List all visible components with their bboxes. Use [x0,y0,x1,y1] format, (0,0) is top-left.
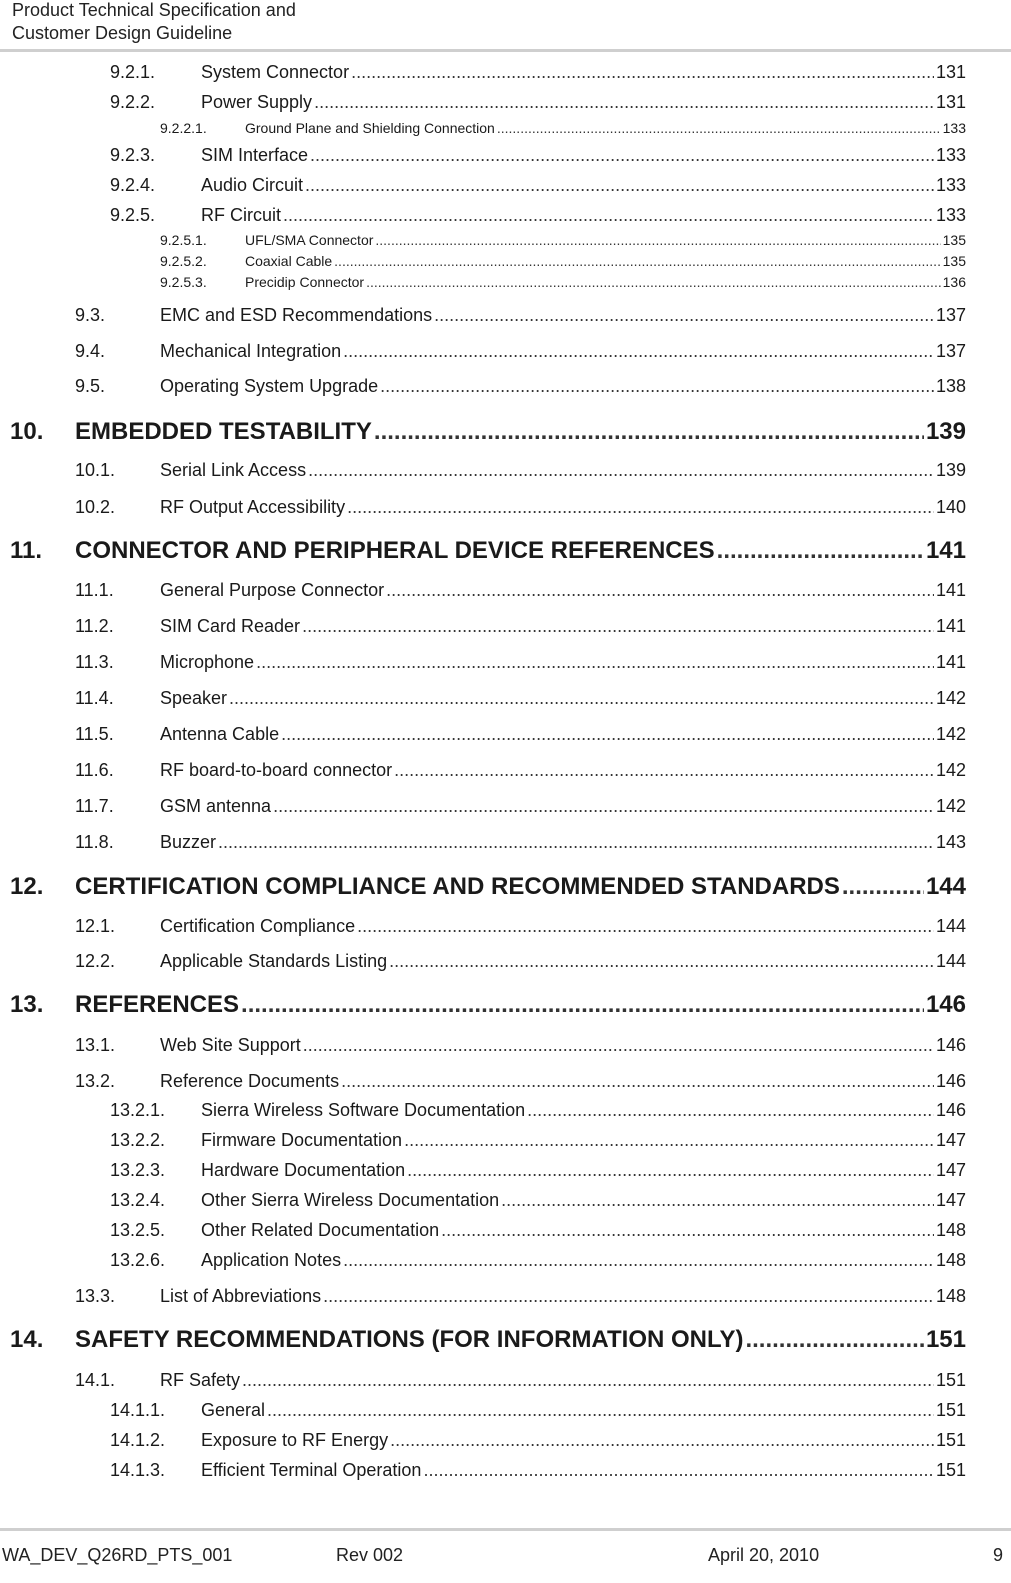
toc-entry[interactable] [110,1130,966,1151]
toc-entry[interactable] [110,1250,966,1271]
toc-entry-title[interactable]: Speaker [160,688,228,708]
toc-entry-number: 14.1. [75,1370,116,1390]
toc-entry-page: 135 [942,232,966,248]
toc-dot-leader [374,418,924,446]
toc-entry-title[interactable]: CERTIFICATION COMPLIANCE AND RECOMMENDED STANDARDS [75,873,840,900]
toc-entry-number: 12.2. [75,951,116,971]
toc-entry-title[interactable]: GSM antenna [160,796,272,816]
toc-entry[interactable] [75,1035,966,1056]
toc-dot-leader [407,1160,934,1181]
toc-entry-title[interactable]: Serial Link Access [160,460,307,480]
toc-entry-number: 11.3. [75,652,114,672]
toc-entry-page: 141 [925,537,966,564]
toc-dot-leader [273,796,934,817]
toc-entry[interactable] [110,1220,966,1241]
toc-dot-leader [302,616,934,637]
toc-dot-leader [241,991,924,1019]
toc-entry-title[interactable]: EMBEDDED TESTABILITY [75,418,372,445]
toc-entry-number: 13.1. [75,1035,116,1055]
toc-entry-page: 131 [935,92,966,112]
toc-entry-page: 146 [925,991,966,1018]
toc-entry[interactable] [75,1071,966,1092]
toc-entry-title[interactable]: Operating System Upgrade [160,376,379,396]
toc-dot-leader [334,253,940,269]
toc-entry[interactable] [110,1430,966,1451]
toc-entry-number: 11.2. [75,616,114,636]
toc-entry-title[interactable]: Power Supply [201,92,313,112]
toc-entry-page: 142 [935,688,966,708]
toc-entry-page: 148 [935,1220,966,1240]
toc-entry-title[interactable]: Applicable Standards Listing [160,951,388,971]
toc-entry[interactable] [75,305,966,326]
toc-entry-page: 144 [935,916,966,936]
toc-entry-title[interactable]: Application Notes [201,1250,342,1270]
toc-entry-title[interactable]: Exposure to RF Energy [201,1430,389,1450]
header-title-line-1: Product Technical Specification and [12,0,296,20]
toc-entry-number: 13.3. [75,1286,116,1306]
toc-dot-leader [386,580,934,601]
toc-dot-leader [423,1460,934,1481]
toc-entry-number: 11. [10,537,43,564]
toc-entry-title[interactable]: Mechanical Integration [160,341,342,361]
toc-entry-number: 9.2.5.3. [160,274,207,290]
toc-entry-number: 9.2.5.1. [160,232,207,248]
toc-dot-leader [229,688,934,709]
toc-entry-number: 9.2.5. [110,205,156,225]
toc-dot-leader [308,460,934,481]
toc-entry-number: 9.2.3. [110,145,156,165]
toc-dot-leader [717,537,924,565]
toc-dot-leader [394,760,934,781]
toc-entry[interactable] [75,1286,966,1307]
toc-entry-title[interactable]: List of Abbreviations [160,1286,322,1306]
toc-dot-leader [218,832,934,853]
toc-entry-title[interactable]: Buzzer [160,832,217,852]
toc-entry-number: 12.1. [75,916,116,936]
toc-entry-page: 147 [935,1160,966,1180]
toc-entry-number: 13.2.3. [110,1160,166,1180]
toc-entry-number: 9.3. [75,305,106,325]
toc-entry-page: 141 [935,616,966,636]
toc-entry-page: 148 [935,1250,966,1270]
toc-entry-title[interactable]: Other Sierra Wireless Documentation [201,1190,500,1210]
toc-entry-page: 144 [935,951,966,971]
toc-entry-title[interactable]: Web Site Support [160,1035,301,1055]
toc-entry-page: 144 [925,873,966,900]
toc-entry[interactable] [160,120,966,136]
toc-entry-page: 133 [935,205,966,225]
toc-entry-page: 137 [935,341,966,361]
page-header [0,0,1011,52]
toc-entry[interactable] [75,951,966,972]
toc-dot-leader [375,232,940,248]
toc-entry-page: 146 [935,1071,966,1091]
toc-entry-title[interactable]: RF board-to-board connector [160,760,393,780]
toc-entry-page: 148 [935,1286,966,1306]
toc-entry-number: 9.2.2.1. [160,120,207,136]
toc-entry[interactable] [110,145,966,166]
toc-entry[interactable] [75,497,966,518]
toc-entry-title[interactable]: System Connector [201,62,350,82]
toc-dot-leader [347,497,934,518]
toc-entry-title[interactable]: RF Output Accessibility [160,497,346,517]
toc-entry-page: 133 [935,175,966,195]
toc-entry-page: 142 [935,796,966,816]
toc-entry-page: 135 [942,253,966,269]
toc-entry-page: 137 [935,305,966,325]
toc-dot-leader [267,1400,934,1421]
toc-entry-page: 131 [935,62,966,82]
toc-entry-page: 147 [935,1190,966,1210]
toc-entry-number: 14.1.3. [110,1460,166,1480]
toc-entry-title[interactable]: Certification Compliance [160,916,356,936]
toc-dot-leader [242,1370,934,1391]
toc-entry-page: 151 [935,1370,966,1390]
toc-entry[interactable] [75,580,966,601]
toc-dot-leader [366,274,941,290]
toc-entry[interactable] [75,1370,966,1391]
footer-page-number: 9 [993,1545,1004,1565]
toc-entry-number: 13.2.6. [110,1250,166,1270]
toc-entry-title[interactable]: Other Related Documentation [201,1220,440,1240]
toc-entry[interactable] [75,616,966,637]
toc-entry-page: 139 [935,460,966,480]
toc-dot-leader [256,652,934,673]
toc-dot-leader [351,62,934,83]
toc-entry-page: 143 [935,832,966,852]
toc-entry-page: 146 [935,1035,966,1055]
toc-entry-title[interactable]: RF Safety [160,1370,241,1390]
toc-dot-leader [303,1035,934,1056]
toc-dot-leader [283,205,934,226]
toc-entry-number: 13.2.2. [110,1130,166,1150]
toc-entry[interactable] [110,1100,966,1121]
toc-entry-number: 9.2.4. [110,175,156,195]
toc-entry-number: 12. [10,873,44,900]
toc-entry-title[interactable]: SAFETY RECOMMENDATIONS (FOR INFORMATION ONLY) [75,1326,744,1353]
toc-entry-title[interactable]: Firmware Documentation [201,1130,403,1150]
toc-entry-title[interactable]: SIM Interface [201,145,309,165]
toc-entry-number: 9.2.1. [110,62,156,82]
toc-entry[interactable] [160,232,966,248]
toc-entry-title[interactable]: Audio Circuit [201,175,304,195]
toc-entry[interactable] [75,916,966,937]
toc-entry[interactable] [75,652,966,673]
toc-entry-page: 133 [935,145,966,165]
toc-entry-number: 14.1.2. [110,1430,166,1450]
toc-entry[interactable] [10,537,966,565]
toc-entry-title[interactable]: General [201,1400,266,1420]
toc-entry-page: 133 [942,120,966,136]
toc-entry-number: 11.5. [75,724,114,744]
toc-entry[interactable] [160,253,966,269]
toc-entry-title[interactable]: Microphone [160,652,255,672]
toc-entry-title[interactable]: CONNECTOR AND PERIPHERAL DEVICE REFERENCES [75,537,715,564]
toc-dot-leader [389,951,934,972]
toc-entry-page: 142 [935,724,966,744]
toc-dot-leader [745,1326,924,1354]
toc-entry[interactable] [110,1160,966,1181]
toc-entry-page: 151 [935,1460,966,1480]
toc-entry-page: 151 [935,1430,966,1450]
toc-dot-leader [341,1071,934,1092]
toc-entry-title[interactable]: Hardware Documentation [201,1160,406,1180]
toc-entry-number: 11.6. [75,760,114,780]
footer-doc-id: WA_DEV_Q26RD_PTS_001 [2,1545,233,1565]
toc-dot-leader [343,1250,934,1271]
toc-dot-leader [343,341,934,362]
toc-entry-number: 13.2.4. [110,1190,166,1210]
toc-entry-title[interactable]: Sierra Wireless Software Documentation [201,1100,526,1120]
toc-entry[interactable] [10,1326,966,1354]
toc-entry[interactable] [110,92,966,113]
toc-entry[interactable] [75,796,966,817]
toc-entry-number: 9.2.2. [110,92,156,112]
toc-entry[interactable] [110,1400,966,1421]
toc-entry[interactable] [10,991,966,1019]
toc-entry-number: 10.2. [75,497,116,517]
toc-dot-leader [281,724,934,745]
toc-entry-number: 11.4. [75,688,114,708]
toc-dot-leader [434,305,934,326]
toc-entry-title[interactable]: Ground Plane and Shielding Connection [245,120,495,136]
toc-entry[interactable] [160,274,966,290]
toc-entry-title[interactable]: REFERENCES [75,991,240,1018]
toc-entry-number: 10. [10,418,44,445]
toc-entry-page: 142 [935,760,966,780]
toc-entry[interactable] [75,460,966,481]
toc-entry-title[interactable]: Reference Documents [160,1071,340,1091]
toc-entry[interactable] [110,62,966,83]
toc-dot-leader [501,1190,934,1211]
toc-entry[interactable] [75,760,966,781]
toc-entry-number: 11.1. [75,580,114,600]
toc-dot-leader [305,175,934,196]
toc-entry[interactable] [110,205,966,226]
toc-dot-leader [310,145,934,166]
toc-entry[interactable] [10,418,966,446]
toc-entry-title[interactable]: UFL/SMA Connector [245,232,374,248]
toc-entry-title[interactable]: Precidip Connector [245,274,365,290]
toc-dot-leader [441,1220,934,1241]
toc-dot-leader [842,873,924,901]
toc-dot-leader [390,1430,934,1451]
toc-entry-page: 140 [935,497,966,517]
toc-entry-title[interactable]: Efficient Terminal Operation [201,1460,422,1480]
toc-entry-page: 147 [935,1130,966,1150]
toc-entry-page: 139 [925,418,966,445]
toc-entry-number: 14.1.1. [110,1400,166,1420]
toc-entry-number: 9.5. [75,376,106,396]
toc-entry[interactable] [75,688,966,709]
toc-entry[interactable] [110,1190,966,1211]
toc-entry-number: 13. [10,991,44,1018]
toc-entry-number: 14. [10,1326,44,1353]
toc-dot-leader [497,120,941,136]
toc-entry[interactable] [75,341,966,362]
toc-entry-page: 151 [935,1400,966,1420]
toc-entry-number: 13.2. [75,1071,116,1091]
toc-entry-page: 146 [935,1100,966,1120]
toc-entry-page: 136 [942,274,966,290]
toc-entry-number: 13.2.5. [110,1220,166,1240]
toc-entry-number: 11.8. [75,832,114,852]
footer-revision: Rev 002 [336,1545,404,1565]
toc-entry-page: 141 [935,580,966,600]
toc-entry[interactable] [75,724,966,745]
toc-entry-title[interactable]: Antenna Cable [160,724,280,744]
toc-entry-number: 9.4. [75,341,106,361]
toc-dot-leader [380,376,934,397]
header-title-line-2: Customer Design Guideline [12,23,233,43]
toc-entry-number: 9.2.5.2. [160,253,207,269]
toc-entry-title[interactable]: Coaxial Cable [245,253,333,269]
toc-entry-title[interactable]: EMC and ESD Recommendations [160,305,433,325]
toc-entry-number: 10.1. [75,460,116,480]
footer-date: April 20, 2010 [708,1545,820,1565]
toc-entry-number: 13.2.1. [110,1100,166,1120]
toc-entry-page: 138 [935,376,966,396]
toc-entry-title[interactable]: RF Circuit [201,205,281,225]
toc-entry-title[interactable]: General Purpose Connector [160,580,385,600]
toc-entry[interactable] [75,376,966,397]
toc-entry-title[interactable]: SIM Card Reader [160,616,301,636]
toc-entry-page: 151 [925,1326,966,1353]
toc-dot-leader [357,916,934,937]
page-footer [0,1528,1011,1583]
toc-entry[interactable] [110,175,966,196]
toc-dot-leader [323,1286,934,1307]
toc-dot-leader [404,1130,934,1151]
toc-entry[interactable] [75,832,966,853]
toc-dot-leader [314,92,934,113]
toc-dot-leader [527,1100,934,1121]
toc-entry[interactable] [110,1460,966,1481]
toc-entry[interactable] [10,873,966,901]
toc-entry-page: 141 [935,652,966,672]
toc-entry-number: 11.7. [75,796,114,816]
